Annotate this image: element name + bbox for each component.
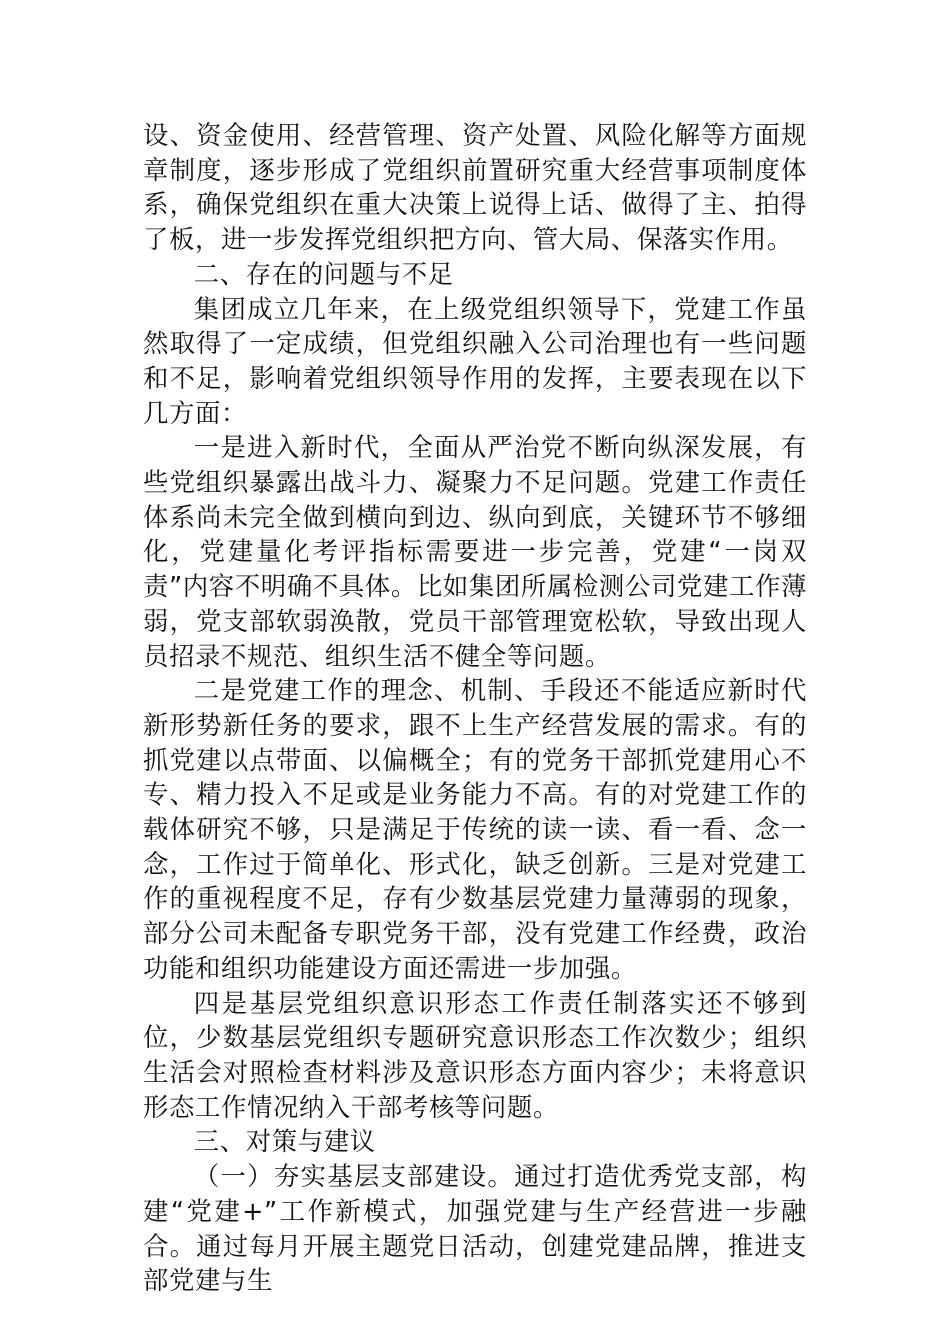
- paragraph-continuation: 设、资金使用、经营管理、资产处置、风险化解等方面规章制度，逐步形成了党组织前置研究重大经营事项制度体系，确保党组织在重大决策上说得上话、做得了主、拍得了板，进一步发挥党组织把方向、管大局、保落实作用。: [143, 120, 807, 255]
- paragraph-issue-four: 四是基层党组织意识形态工作责任制落实还不够到位，少数基层党组织专题研究意识形态工作次数少；组织生活会对照检查材料涉及意识形态方面内容少；未将意识形态工作情况纳入干部考核等问题。: [143, 987, 807, 1122]
- section-heading-measures: 三、对策与建议: [193, 1126, 376, 1157]
- paragraph-issue-one: 一是进入新时代，全面从严治党不断向纵深发展，有些党组织暴露出战斗力、凝聚力不足问题。党建工作责任体系尚未完全做到横向到边、纵向到底，关键环节不够细化，党建量化考评指标需要进一步完善，党建“一岗双责”内容不明确不具体。比如集团所属检测公司党建工作薄弱，党支部软弱涣散，党员干部管理宽松软，导致出现人员招录不规范、组织生活不健全等问题。: [143, 432, 807, 671]
- document-body: [143, 118, 807, 1298]
- paragraph-issue-two-three: 二是党建工作的理念、机制、手段还不能适应新时代新形势新任务的要求，跟不上生产经营发展的需求。有的抓党建以点带面、以偏概全；有的党务干部抓党建用心不专、精力投入不足或是业务能力不高。有的对党建工作的载体研究不够，只是满足于传统的读一读、看一看、念一念，工作过于简单化、形式化，缺乏创新。三是对党建工作的重视程度不足，存有少数基层党建力量薄弱的现象，部分公司未配备专职党务干部，没有党建工作经费，政治功能和组织功能建设方面还需进一步加强。: [143, 675, 807, 983]
- paragraph-measure-one: （一）夯实基层支部建设。通过打造优秀党支部，构建“党建+”工作新模式，加强党建与生产经营进一步融合。通过每月开展主题党日活动，创建党建品牌，推进支部党建与生: [143, 1161, 807, 1296]
- section-heading-problems: 二、存在的问题与不足: [193, 258, 454, 289]
- paragraph-problems-intro: 集团成立几年来，在上级党组织领导下，党建工作虽然取得了一定成绩，但党组织融入公司治理也有一些问题和不足，影响着党组织领导作用的发挥，主要表现在以下几方面：: [143, 293, 807, 428]
